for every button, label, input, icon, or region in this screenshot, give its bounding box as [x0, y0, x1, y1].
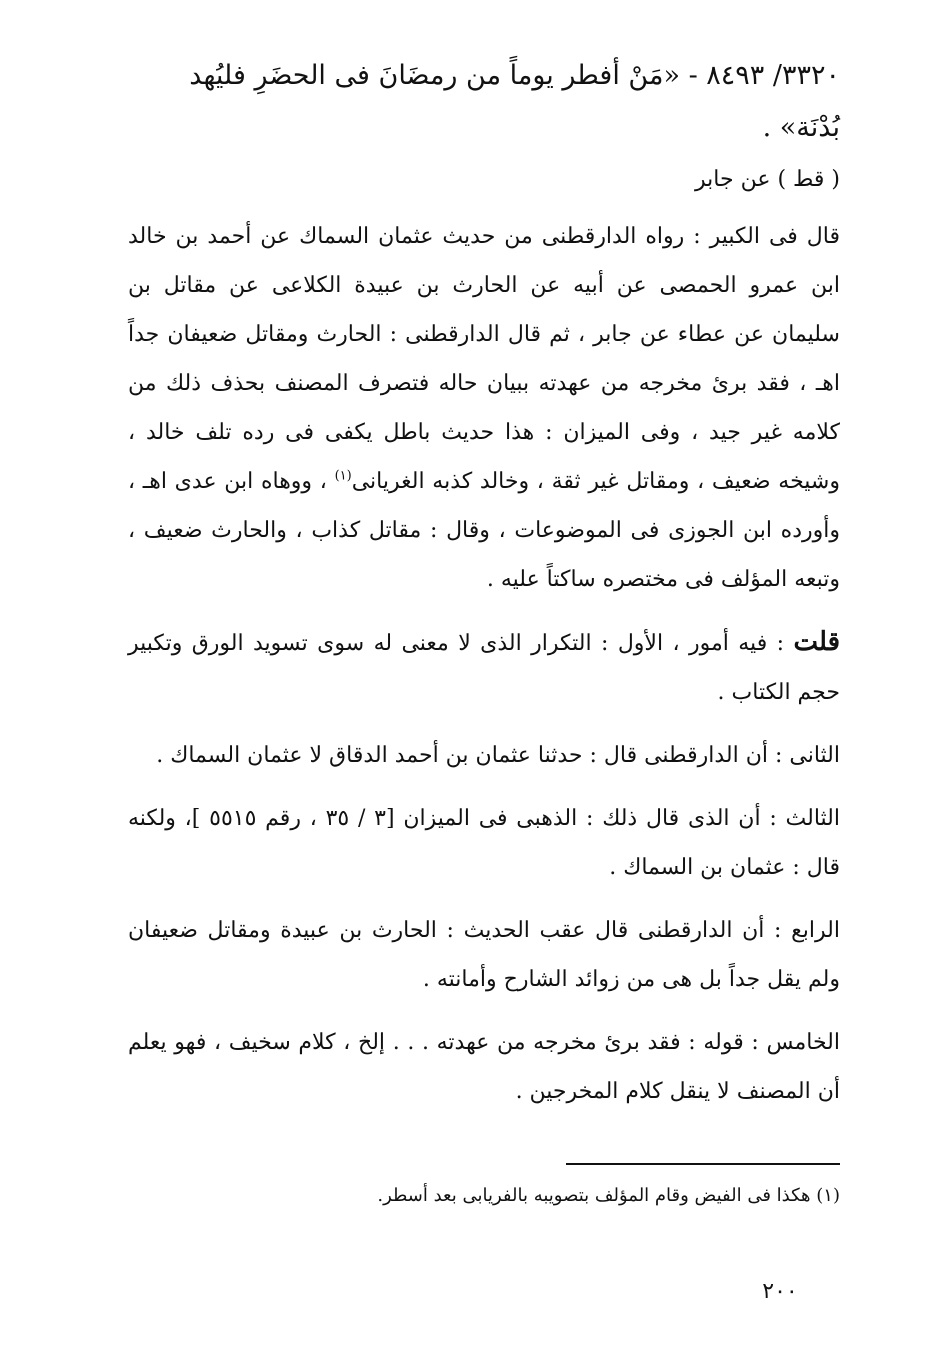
point-second: الثانى : أن الدارقطنى قال : حدثنا عثمان بن أحمد الدقاق لا عثمان السماك . [156, 743, 840, 768]
point-third: الثالث : أن الذى قال ذلك : الذهبى فى الميزان [٣ / ٣٥ ، رقم ٥٥١٥ ]، ولكنه قال : عثمان بن السماك . [128, 806, 840, 880]
qult-text: : فيه أمور ، الأول : التكرار الذى لا معنى له سوى تسويد الورق وتكبير حجم الكتاب . [128, 631, 840, 705]
footnote-reference: (١) [334, 468, 352, 484]
qult-paragraph [128, 618, 840, 717]
commentary-text-1: قال فى الكبير : رواه الدارقطنى من حديث عثمان السماك عن أحمد بن خالد ابن عمرو الحمصى عن أبيه عن الحارث بن عبيدة الكلاعى عن مقاتل بن سليمان عن عطاء عن جابر ، ثم قال الدارقطنى : الحارث ومقاتل ضعيفان جداً اهـ ، فقد برئ مخرجه من عهدته ببيان حاله فتصرف المصنف بحذف ذلك من كلامه غير جيد ، وفى الميزان : هذا حديث باطل يكفى فى رده تلف خالد ، وشيخه ضعيف ، ومقاتل غير ثقة ، وخالد كذبه الغريانى [128, 224, 840, 494]
page-number: ٢٠٠ [762, 1279, 798, 1304]
hadith-number: ٣٣٢٠/ ٨٤٩٣ - [688, 60, 840, 91]
hadith-source: ( قط ) عن جابر [695, 167, 840, 192]
commentary-text-2: ، ووهاه ابن عدى اهـ ، وأورده ابن الجوزى فى الموضوعات ، وقال : مقاتل كذاب ، والحارث ضعيف ، وتبعه المؤلف فى مختصره ساكتاً عليه . [128, 469, 840, 592]
qult-heading: قلت [793, 627, 841, 657]
footnote-divider [566, 1163, 840, 1165]
point-fourth: الرابع : أن الدارقطنى قال عقب الحديث : الحارث بن عبيدة ومقاتل ضعيفان ولم يقل جداً بل هى من زوائد الشارح وأمانته . [128, 918, 840, 992]
point-fifth: الخامس : قوله : فقد برئ مخرجه من عهدته . . . إلخ ، كلام سخيف ، فهو يعلم أن المصنف لا ينقل كلام المخرجين . [128, 1030, 840, 1104]
footnote: (١) هكذا فى الفيض وقام المؤلف بتصويبه بالفريابى بعد أسطر. [377, 1185, 840, 1206]
page-body [128, 50, 840, 1130]
hadith-heading [128, 50, 840, 154]
commentary-paragraph [128, 212, 840, 604]
hadith-text: «مَنْ أفطر يوماً من رمضَانَ فى الحضَرِ فليُهد بُدْنَة» . [189, 60, 840, 143]
